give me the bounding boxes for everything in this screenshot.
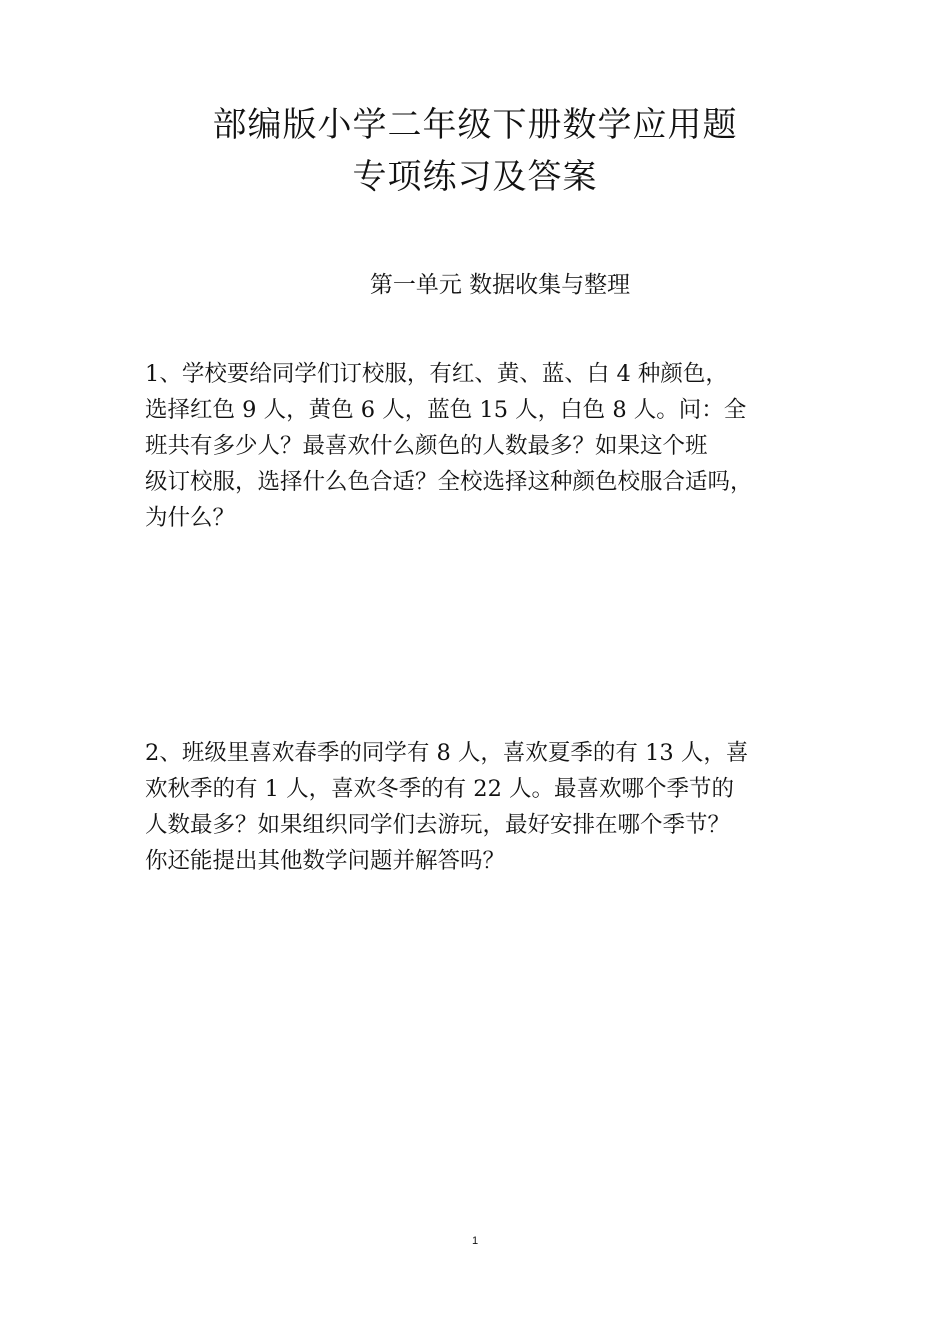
question-2-line: 2、班级里喜欢春季的同学有 8 人，喜欢夏季的有 13 人，喜 xyxy=(145,740,749,766)
question-1 xyxy=(145,359,845,539)
question-2-line: 欢秋季的有 1 人，喜欢冬季的有 22 人。最喜欢哪个季节的 xyxy=(145,776,735,802)
question-1-line: 1、学校要给同学们订校服，有红、黄、蓝、白 4 种颜色， xyxy=(145,361,728,387)
document-title-line-2: 专项练习及答案 xyxy=(352,157,598,197)
question-2-line: 人数最多？如果组织同学们去游玩，最好安排在哪个季节？ xyxy=(145,812,731,838)
question-1-line: 班共有多少人？最喜欢什么颜色的人数最多？如果这个班 xyxy=(145,433,708,459)
question-1-line: 为什么？ xyxy=(145,505,236,531)
question-2-line: 你还能提出其他数学问题并解答吗？ xyxy=(145,848,506,874)
document-title-line-1: 部编版小学二年级下册数学应用题 xyxy=(212,105,738,145)
question-1-line: 级订校服，选择什么色合适？全校选择这种颜色校服合适吗， xyxy=(145,469,753,495)
question-1-line: 选择红色 9 人，黄色 6 人，蓝色 15 人，白色 8 人。问：全 xyxy=(145,397,747,423)
page-number: 1 xyxy=(471,1235,479,1247)
question-2 xyxy=(145,738,845,882)
unit-heading: 第一单元 数据收集与整理 xyxy=(369,272,631,298)
